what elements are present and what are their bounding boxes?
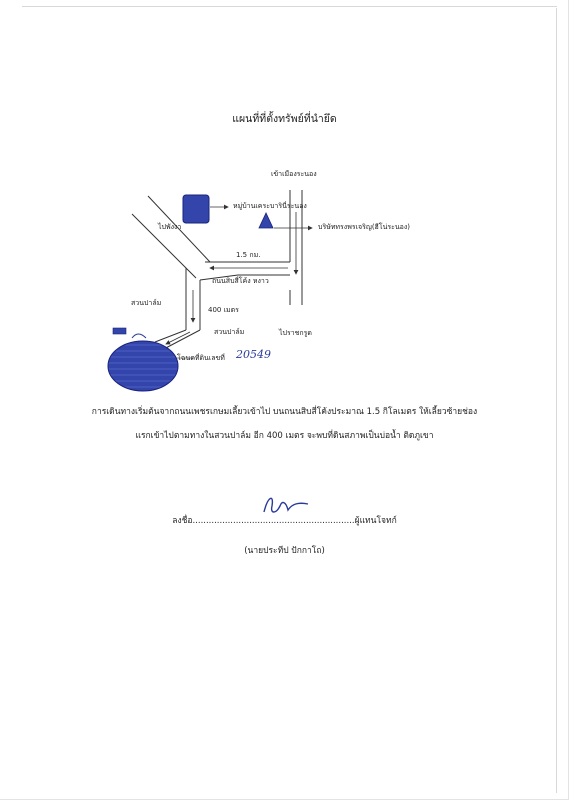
label-to-phang-nga: ไปพังงา [158,223,182,231]
signature-dots-left: ............................... [192,516,277,526]
flag-marker-icon [113,328,126,334]
label-distance-m: 400 เมตร [208,306,239,314]
flag-hook-icon [132,334,146,338]
signature-suffix: ผู้แทนโจทก์ [354,516,397,526]
label-to-ranong: เข้าเมืองระนอง [271,170,317,178]
description-line-2: แรกเข้าไปตามทางในสวนปาล์ม อีก 400 เมตร จะพบที่ดินสภาพเป็นบ่อน้ำ ติดภูเขา [135,431,434,441]
signature-dots-right: ............................. [276,516,355,526]
label-deed: โฉนดที่ดินเลขที่ [177,354,225,362]
signature-prefix: ลงชื่อ [172,516,193,526]
signer-name: (นายประทีป ปักกาโถ) [244,546,325,556]
direction-arrow-southwest [166,332,190,344]
description-line-1: การเดินทางเริ่มต้นจากถนนเพชรเกษมเลี้ยวเข้าไป บนถนนสิบสี่โค้งประมาณ 1.5 กิโลเมตร ให้เลี้ยวซ้ายช่อง [91,407,478,417]
label-garden-left: สวนปาล์ม [131,299,162,307]
property-pond-marker [108,341,178,391]
label-distance-km: 1.5 กม. [236,251,261,259]
village-marker-icon [183,195,209,223]
access-road-lower [162,330,200,350]
label-company: บริษัททรงพรเจริญ(ฮีโน่ระนอง) [318,223,411,231]
label-road-name: ถนนสิบสี่โค้ง หงาว [212,277,269,285]
label-to-ratchakrut: ไปราชกรูด [279,329,312,337]
label-village: หมู่บ้านเคระบารินี่ระนอง [233,202,307,210]
signature-line [0,513,569,527]
company-marker-icon [259,213,273,228]
page-title: แผนที่ที่ตั้งทรัพย์ที่นำยึด [232,113,337,125]
deed-number: 20549 [236,348,271,361]
label-garden-right: สวนปาล์ม [214,328,245,336]
